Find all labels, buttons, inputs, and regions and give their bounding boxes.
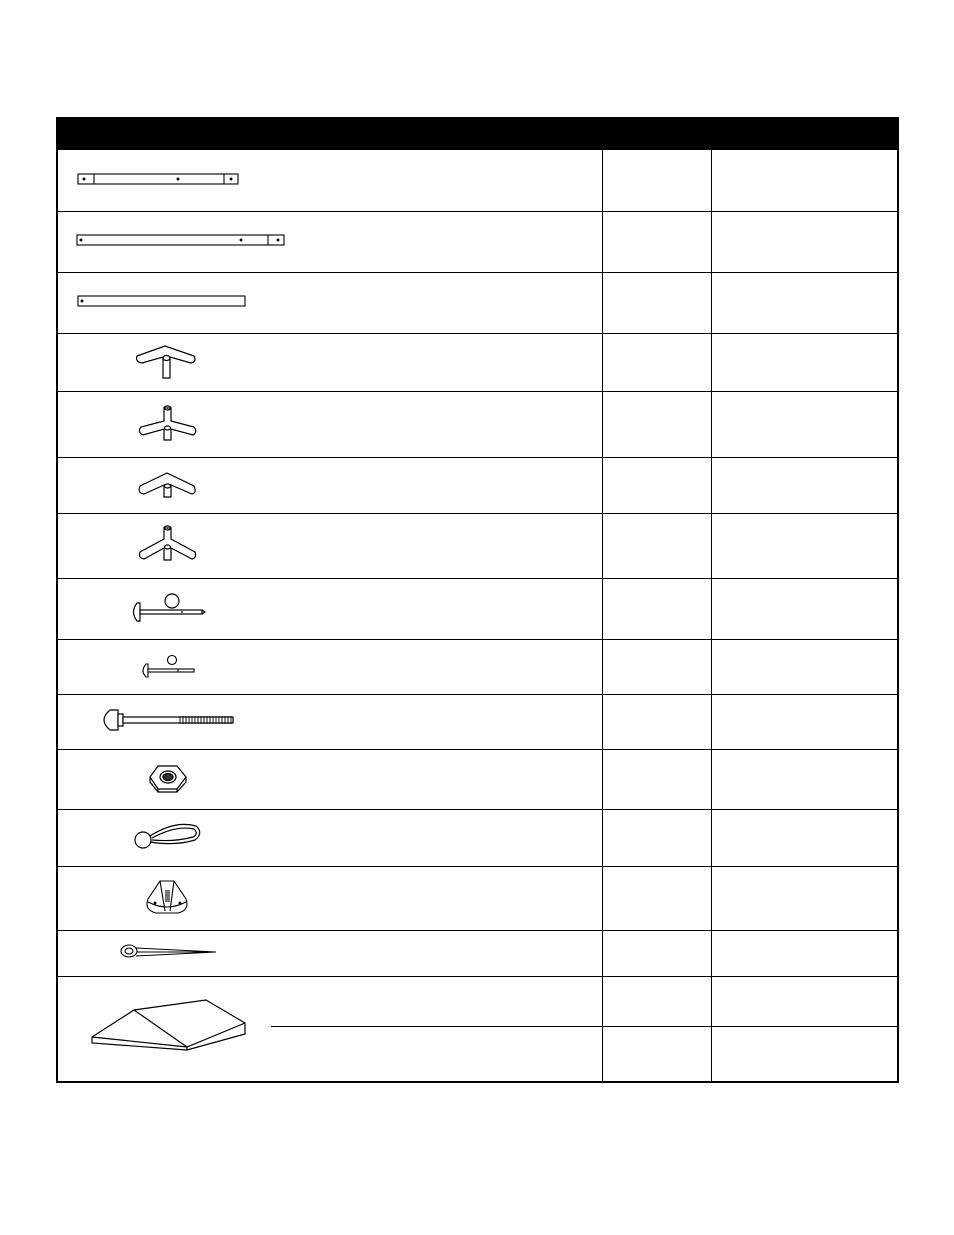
ball-bungee-icon <box>135 824 200 848</box>
cotter-pin-icon <box>121 945 216 957</box>
long-beam-icon <box>77 235 284 245</box>
carriage-bolt-icon <box>104 710 233 730</box>
short-lock-pin-icon <box>143 656 194 678</box>
four-way-connector-icon <box>139 406 195 440</box>
canopy-top-icon <box>92 1000 245 1050</box>
corner-connector-icon <box>139 473 195 497</box>
peak-connector-icon <box>140 526 196 560</box>
long-lock-pin-icon <box>134 594 206 621</box>
foot-base-icon <box>147 881 187 913</box>
short-beam-icon <box>78 174 238 184</box>
hex-nut-icon <box>150 766 186 792</box>
three-way-connector-icon <box>137 346 195 378</box>
plain-beam-icon <box>78 296 245 306</box>
